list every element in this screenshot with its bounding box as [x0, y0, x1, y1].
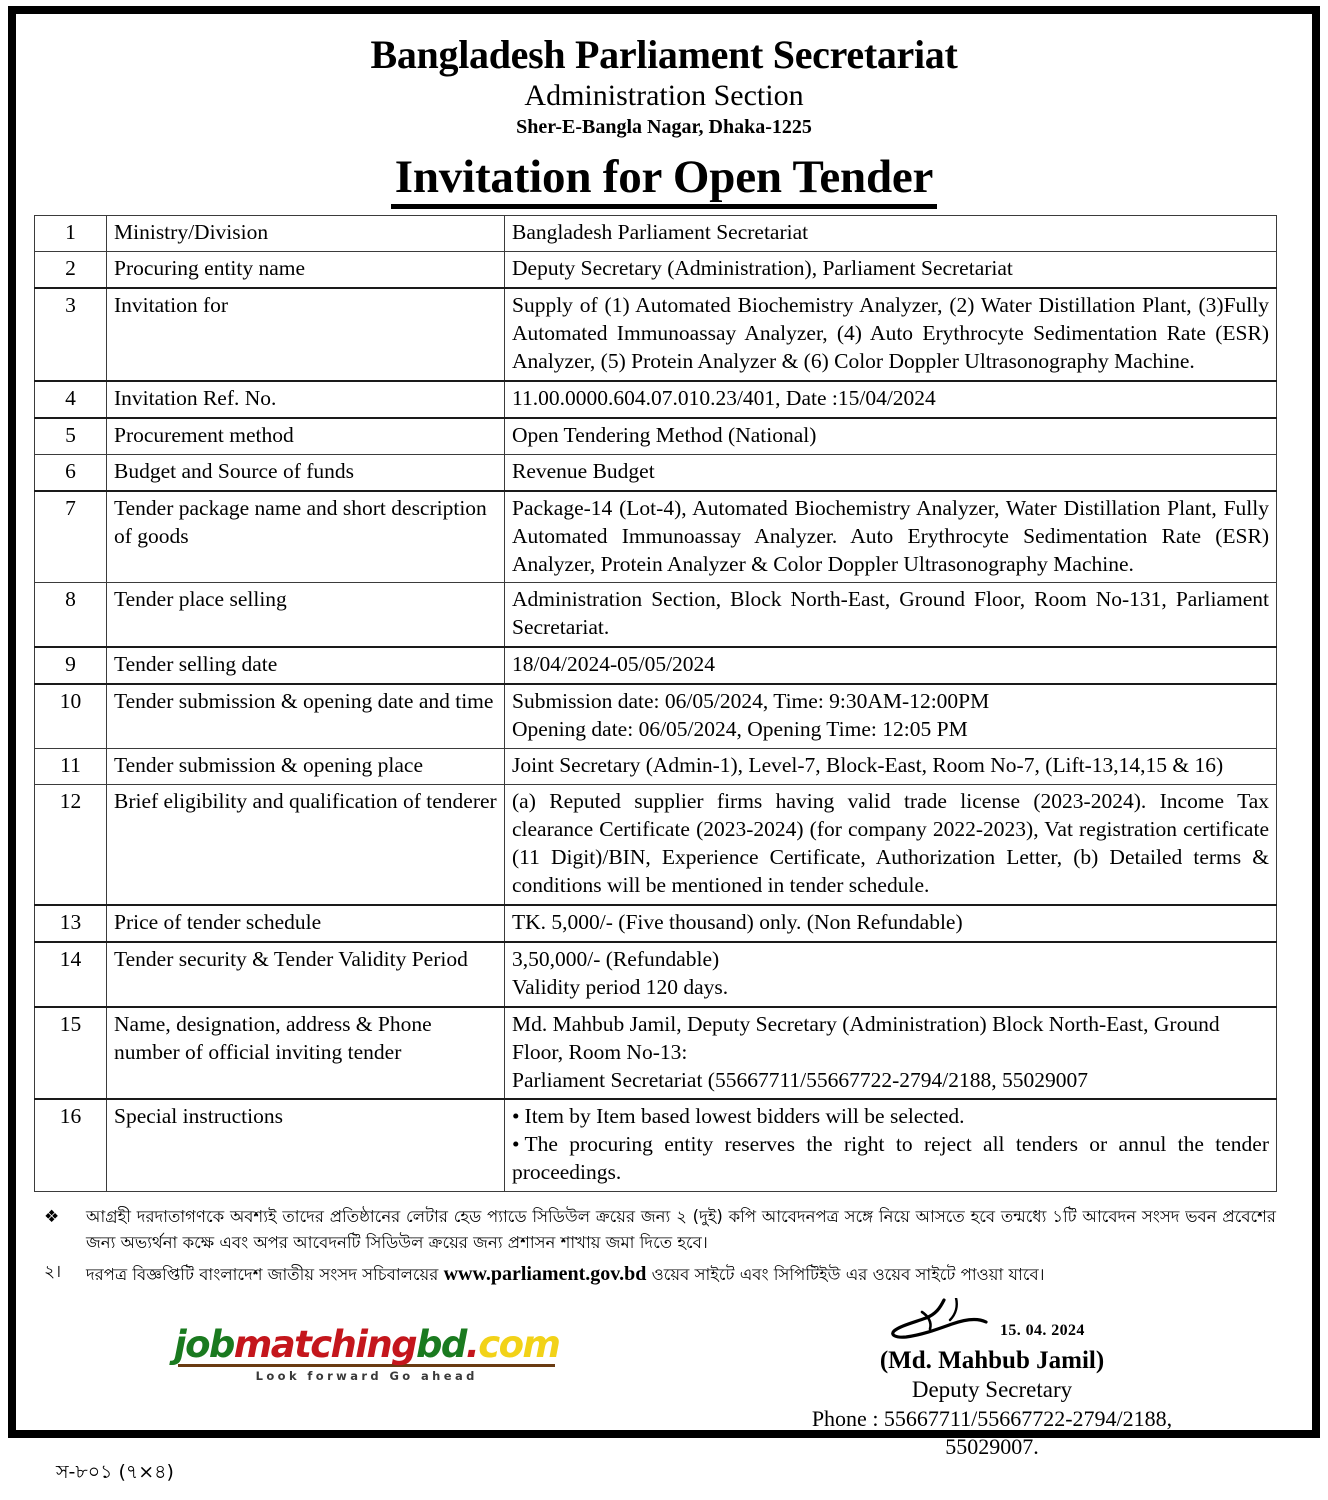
row-number: 2 [35, 252, 107, 288]
note-number: ২। [44, 1262, 62, 1283]
logo-wordmark [174, 1323, 560, 1367]
row-value [505, 942, 1277, 1007]
document-code: স-৮০১ (৭×৪) [56, 1461, 174, 1484]
note-item [34, 1259, 1276, 1290]
row-number: 3 [35, 288, 107, 381]
logo-part-bd: bd [416, 1323, 466, 1367]
row-number: 1 [35, 216, 107, 252]
handwritten-signature-icon [732, 1304, 1252, 1346]
row-label: Procuring entity name [107, 252, 505, 288]
document-footer [34, 1304, 1276, 1500]
row-number: 11 [35, 749, 107, 785]
row-value [505, 684, 1277, 748]
row-label: Tender package name and short description of goods [107, 491, 505, 583]
table-row [35, 785, 1277, 905]
table-row [35, 1007, 1277, 1100]
organization-title: Bangladesh Parliament Secretariat [370, 32, 958, 77]
row-label: Tender place selling [107, 583, 505, 647]
signature-date: 15. 04. 2024 [1000, 1322, 1085, 1340]
table-row [35, 684, 1277, 748]
table-row [35, 288, 1277, 381]
section-title: Administration Section [524, 79, 804, 113]
row-value: Supply of (1) Automated Biochemistry Analyzer, (2) Water Distillation Plant, (3)Fully Automated Immunoassay Analyzer, (4) Auto Erythrocyte Sedimentation Rate (ESR) Analyzer, (5) Protein Analyzer & (6) Color Doppler Ultrasonography Machine. [505, 288, 1277, 381]
row-value: Deputy Secretary (Administration), Parliament Secretariat [505, 252, 1277, 288]
row-number: 7 [35, 491, 107, 583]
website-url[interactable]: www.parliament.gov.bd [443, 1263, 647, 1286]
note-text [86, 1259, 1276, 1290]
row-label: Price of tender schedule [107, 905, 505, 942]
table-row [35, 252, 1277, 288]
row-label: Tender selling date [107, 647, 505, 684]
row-value: TK. 5,000/- (Five thousand) only. (Non Refundable) [505, 905, 1277, 942]
row-value: Revenue Budget [505, 454, 1277, 490]
row-number: 10 [35, 684, 107, 748]
row-value-line: Parliament Secretariat (55667711/55667722-2794/2188, 55029007 [512, 1067, 1089, 1092]
row-value-line: Submission date: 06/05/2024, Time: 9:30AM-12:00PM [512, 689, 990, 714]
row-label: Brief eligibility and qualification of tenderer [107, 785, 505, 905]
tender-details-table [34, 215, 1277, 1192]
row-value: 11.00.0000.604.07.010.23/401, Date :15/04/2024 [505, 381, 1277, 418]
row-number: 8 [35, 583, 107, 647]
row-number: 13 [35, 905, 107, 942]
row-number: 6 [35, 454, 107, 490]
row-number: 15 [35, 1007, 107, 1100]
address-line: Sher-E-Bangla Nagar, Dhaka-1225 [516, 115, 812, 138]
jobmatchingbd-logo[interactable] [174, 1323, 560, 1384]
row-value-line: 3,50,000/- (Refundable) [512, 946, 720, 971]
row-number: 5 [35, 418, 107, 454]
table-row [35, 647, 1277, 684]
row-value: Open Tendering Method (National) [505, 418, 1277, 454]
instruction-bullet: • Item by Item based lowest bidders will be selected. [512, 1103, 1269, 1131]
row-label: Invitation Ref. No. [107, 381, 505, 418]
logo-part-dot: . [465, 1323, 479, 1367]
note-text-after-url: ওয়েব সাইটে এবং সিপিটিইউ এর ওয়েব সাইটে পাওয়া যাবে। [646, 1265, 1045, 1285]
signatory-designation: Deputy Secretary [911, 1377, 1073, 1403]
note-bullet-icon: ❖ [44, 1207, 60, 1228]
row-label: Budget and Source of funds [107, 454, 505, 490]
row-label: Tender submission & opening place [107, 749, 505, 785]
row-label: Special instructions [107, 1099, 505, 1191]
row-label: Name, designation, address & Phone number of official inviting tender [107, 1007, 505, 1100]
table-row [35, 418, 1277, 454]
row-value: (a) Reputed supplier firms having valid trade license (2023-2024). Income Tax clearance Certificate (2023-2024) (for company 2022-2023), Vat registration certificate (11 Digit)/BIN, Experience Certificate, Authorization Letter, (b) Detailed terms & conditions will be mentioned in tender schedule. [505, 785, 1277, 905]
instruction-bullet: • The procuring entity reserves the right to reject all tenders or annul the tender proceedings. [512, 1131, 1269, 1187]
table-row [35, 454, 1277, 490]
row-label: Procurement method [107, 418, 505, 454]
bengali-notes [34, 1204, 1276, 1290]
row-number: 16 [35, 1099, 107, 1191]
tender-table-body [35, 216, 1277, 1192]
row-value [505, 1099, 1277, 1191]
row-label: Invitation for [107, 288, 505, 381]
row-label: Ministry/Division [107, 216, 505, 252]
table-row [35, 381, 1277, 418]
row-number: 14 [35, 942, 107, 1007]
logo-part-job: job [174, 1323, 234, 1367]
table-row [35, 491, 1277, 583]
row-value: Bangladesh Parliament Secretariat [505, 216, 1277, 252]
row-value-line: Opening date: 06/05/2024, Opening Time: 12:05 PM [512, 717, 968, 742]
row-number: 9 [35, 647, 107, 684]
document-page-frame [8, 6, 1320, 1484]
row-value: Joint Secretary (Admin-1), Level-7, Block-East, Room No-7, (Lift-13,14,15 & 16) [505, 749, 1277, 785]
table-row [35, 749, 1277, 785]
table-row [35, 905, 1277, 942]
note-text: আগ্রহী দরদাতাগণকে অবশ্যই তাদের প্রতিষ্ঠানের লেটার হেড প্যাডে সিডিউল ক্রয়ের জন্য ২ (দুই) কপি আবেদনপত্র সঙ্গে নিয়ে আসতে হবে তন্মধ্যে ১টি আবেদন সংসদ ভবন প্রবেশের জন্য অভ্যর্থনা কক্ষে এবং অপর আবেদনটি সিডিউল ক্রয়ের জন্য প্রশাসন শাখায় জমা দিতে হবে। [86, 1207, 1276, 1252]
logo-tagline: Look forward Go ahead [255, 1369, 478, 1384]
row-value: Package-14 (Lot-4), Automated Biochemistry Analyzer, Water Distillation Plant, Fully Automated Immunoassay Analyzer. Auto Erythrocyte Sedimentation Rate (ESR) Analyzer, Protein Analyzer & Color Doppler Ultrasonography Machine. [505, 491, 1277, 583]
row-value-line: Validity period 120 days. [512, 974, 729, 999]
signatory-name: (Md. Mahbub Jamil) [879, 1347, 1105, 1375]
table-row [35, 583, 1277, 647]
row-value: 18/04/2024-05/05/2024 [505, 647, 1277, 684]
table-row [35, 216, 1277, 252]
row-value: Administration Section, Block North-East, Ground Floor, Room No-131, Parliament Secretariat. [505, 583, 1277, 647]
table-row [35, 942, 1277, 1007]
row-value [505, 1007, 1277, 1100]
note-item [34, 1204, 1276, 1255]
row-number: 12 [35, 785, 107, 905]
logo-part-com: com [478, 1323, 560, 1367]
signatory-phone-line-1: Phone : 55667711/55667722-2794/2188, [811, 1406, 1173, 1432]
row-value-line: Md. Mahbub Jamil, Deputy Secretary (Administration) Block North-East, Ground Floor, Room No-13: [512, 1011, 1220, 1064]
page-title: Invitation for Open Tender [391, 153, 937, 209]
table-row [35, 1099, 1277, 1191]
row-label: Tender submission & opening date and time [107, 684, 505, 748]
signature-block [732, 1304, 1252, 1460]
document-header [34, 34, 1294, 209]
signatory-phone-line-2: 55029007. [945, 1433, 1039, 1459]
row-number: 4 [35, 381, 107, 418]
row-label: Tender security & Tender Validity Period [107, 942, 505, 1007]
note-text-before-url: দরপত্র বিজ্ঞপ্তিটি বাংলাদেশ জাতীয় সংসদ সচিবালয়ের [86, 1265, 444, 1285]
logo-part-matching: matching [233, 1323, 416, 1367]
